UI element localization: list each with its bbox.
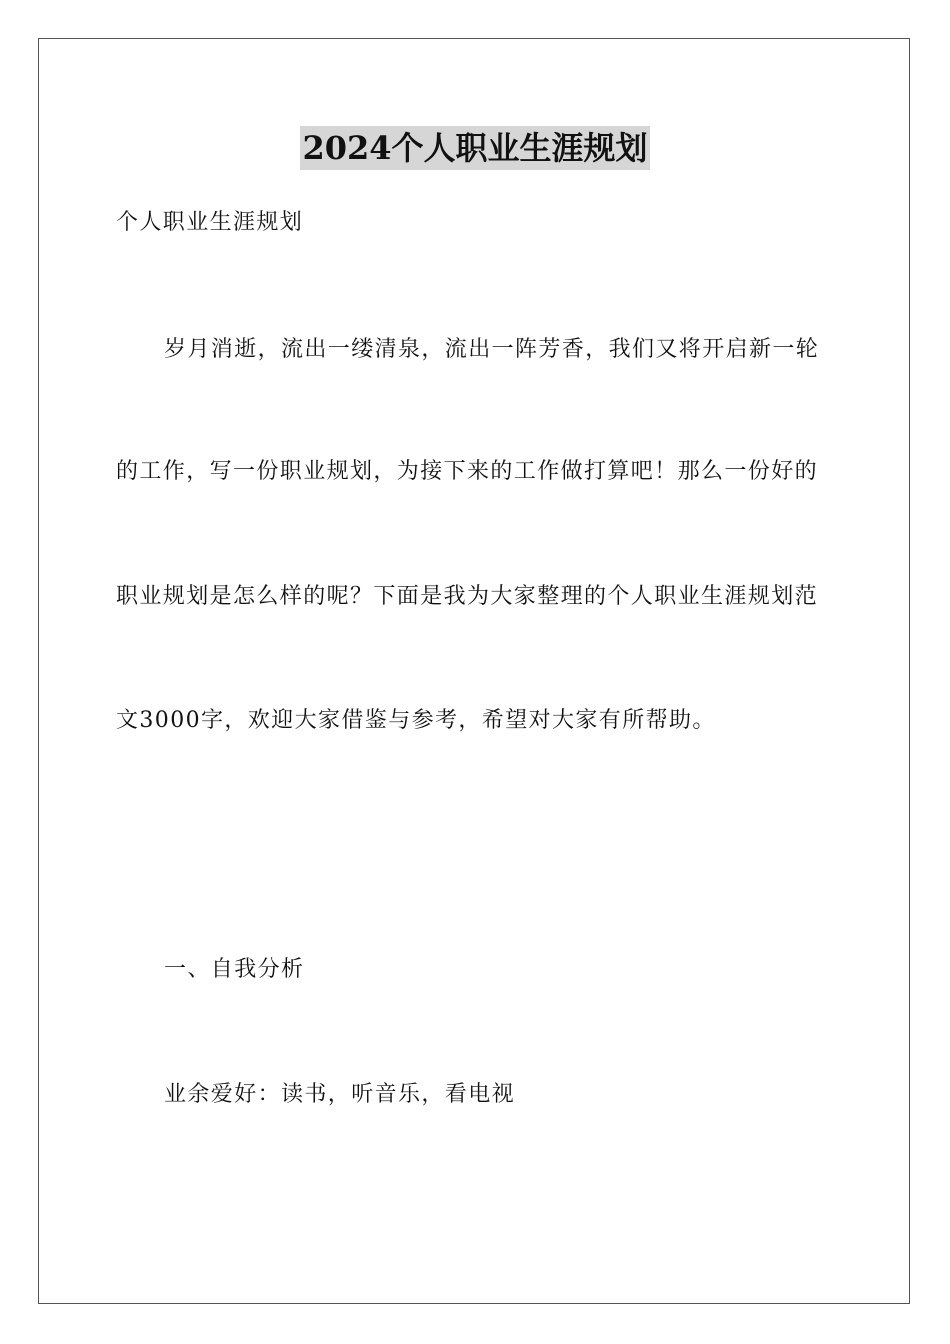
- hobbies-line: 业余爱好：读书，听音乐，看电视: [164, 1082, 516, 1107]
- intro-line-3: 职业规划是怎么样的呢？下面是我为大家整理的个人职业生涯规划范: [116, 584, 819, 609]
- intro-line-4: 文3000字，欢迎大家借鉴与参考，希望对大家有所帮助。: [116, 708, 716, 733]
- section-heading: 一、自我分析: [164, 957, 305, 982]
- document-title: 2024个人职业生涯规划: [300, 126, 649, 170]
- document-subtitle: 个人职业生涯规划: [116, 210, 304, 235]
- intro-line-1: 岁月消逝，流出一缕清泉，流出一阵芳香，我们又将开启新一轮: [164, 337, 820, 362]
- intro-line-2: 的工作，写一份职业规划，为接下来的工作做打算吧！那么一份好的: [116, 459, 819, 484]
- title-container: [0, 126, 950, 170]
